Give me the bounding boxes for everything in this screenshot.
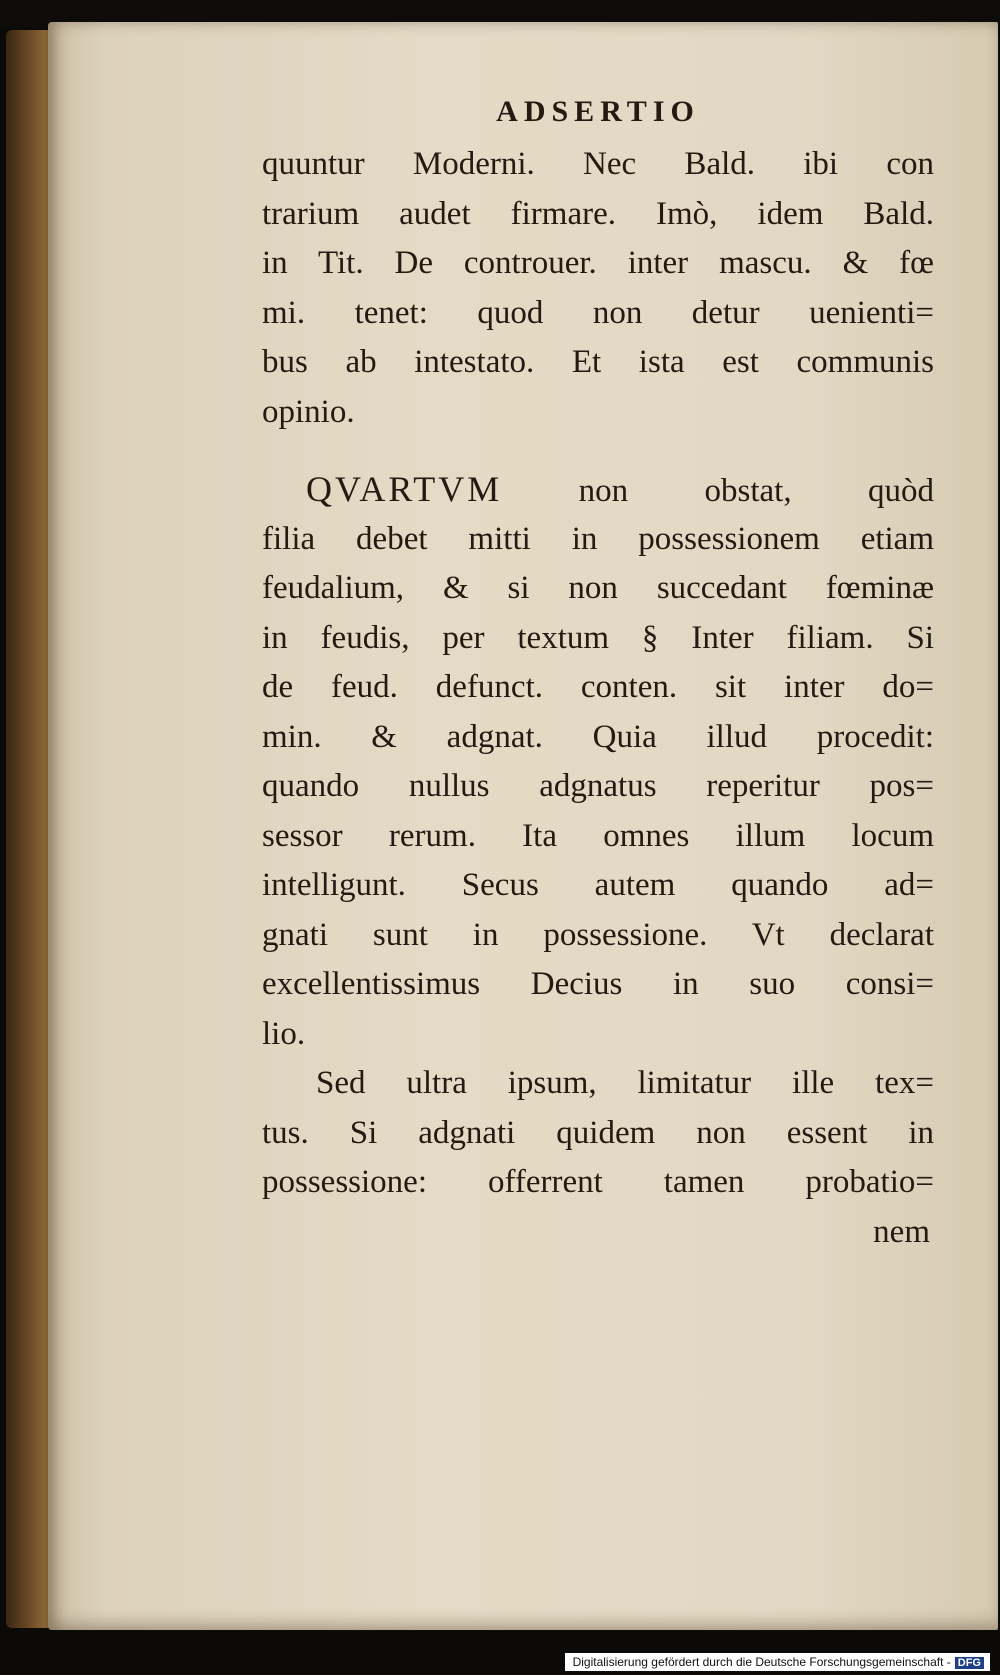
text-line: sessor rerum. Ita omnes illum locum bbox=[262, 817, 934, 854]
paragraph-1 bbox=[262, 140, 934, 437]
text-line: intelligunt. Secus autem quando ad= bbox=[262, 867, 934, 903]
text-line: in feudis, per textum § Inter filiam. Si bbox=[262, 619, 934, 656]
section-capitals: QVARTVM bbox=[306, 469, 503, 509]
text-fragment: non obstat, quòd bbox=[502, 473, 934, 509]
text-line: de feud. defunct. conten. sit inter do= bbox=[262, 669, 934, 705]
text-line: feudalium, & si non succedant fœminæ bbox=[262, 570, 934, 606]
credit-text: Digitalisierung gefördert durch die Deutsche Forschungsgemeinschaft - bbox=[572, 1655, 951, 1669]
text-line: lio. bbox=[262, 1015, 306, 1052]
text-line: quando nullus adgnatus reperitur pos= bbox=[262, 768, 934, 804]
text-line: tus. Si adgnati quidem non essent in bbox=[262, 1114, 934, 1151]
paragraph-gap bbox=[262, 437, 934, 465]
paragraph-2 bbox=[262, 465, 934, 1059]
text-line: mi. tenet: quod non detur uenienti= bbox=[262, 294, 934, 331]
running-header: ADSERTIO bbox=[496, 95, 700, 128]
text-line: in Tit. De controuer. inter mascu. & fœ bbox=[262, 245, 934, 281]
text-line: gnati sunt in possessione. Vt declarat bbox=[262, 916, 934, 953]
text-line: possessione: offerrent tamen probatio= bbox=[262, 1164, 934, 1200]
dfg-logo: DFG bbox=[955, 1657, 984, 1669]
page-text bbox=[262, 88, 934, 1257]
text-line: quuntur Moderni. Nec Bald. ibi con bbox=[262, 146, 934, 182]
text-line: bus ab intestato. Et ista est communis bbox=[262, 344, 934, 380]
catchword: nem bbox=[873, 1213, 930, 1250]
text-line: excellentissimus Decius in suo consi= bbox=[262, 966, 934, 1002]
text-line: trarium audet firmare. Imò, idem Bald. bbox=[262, 195, 934, 232]
text-line: filia debet mitti in possessionem etiam bbox=[262, 520, 934, 557]
text-line: Sed ultra ipsum, limitatur ille tex= bbox=[316, 1065, 934, 1101]
digitization-credit bbox=[565, 1653, 990, 1671]
paragraph-3 bbox=[262, 1059, 934, 1208]
text-line: opinio. bbox=[262, 393, 355, 430]
text-line: min. & adgnat. Quia illud procedit: bbox=[262, 718, 934, 755]
text-line-opening bbox=[262, 465, 934, 515]
